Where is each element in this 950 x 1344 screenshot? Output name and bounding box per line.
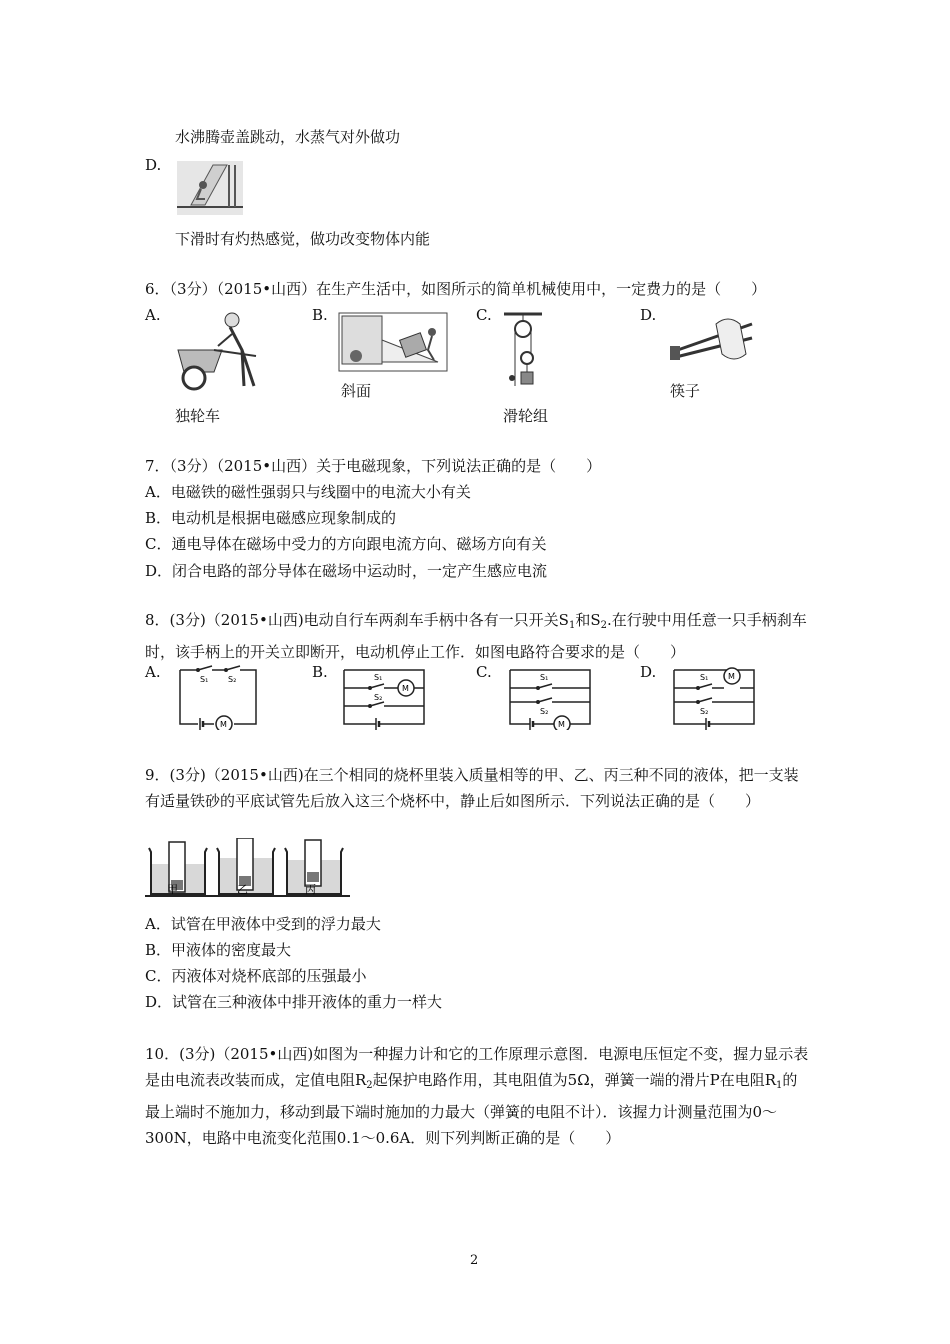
svg-text:S₁: S₁: [200, 675, 209, 684]
svg-text:甲: 甲: [167, 883, 178, 896]
q8-option-d-label: D.: [640, 663, 657, 681]
svg-text:S₁: S₁: [540, 673, 549, 682]
svg-text:乙: 乙: [237, 883, 248, 896]
beakers-figure: [145, 838, 350, 898]
q6-option-b-caption: 斜面: [341, 382, 372, 400]
q6-option-c-caption: 滑轮组: [503, 407, 549, 425]
page-number: 2: [470, 1253, 479, 1268]
q7-option-c: C．通电导体在磁场中受力的方向跟电流方向、磁场方向有关: [145, 535, 547, 553]
svg-text:S₁: S₁: [374, 673, 383, 682]
q8-option-b-label: B.: [312, 663, 328, 681]
svg-text:M: M: [728, 672, 735, 681]
svg-text:M: M: [220, 720, 227, 729]
circuit-a: [172, 662, 264, 730]
q6-option-d-label: D.: [640, 306, 657, 324]
circuit-d: [668, 662, 760, 730]
q6-option-d-caption: 筷子: [670, 382, 701, 400]
q6-stem: 6．（3分）（2015•山西）在生产生活中，如图所示的简单机械使用中，一定费力的是（ ）: [145, 280, 767, 298]
q6-option-b-label: B.: [312, 306, 328, 324]
svg-text:丙: 丙: [305, 883, 316, 896]
q9-stem: 9．(3分)（2015•山西)在三个相同的烧杯里装入质量相等的甲、乙、丙三种不同的液体，把一支装有适量铁砂的平底试管先后放入这三个烧杯中，静止后如图所示．下列说法正确的是（ ）: [145, 766, 799, 810]
q9-option-c: C．丙液体对烧杯底部的压强最小: [145, 967, 367, 985]
beaker-bing: [285, 840, 343, 896]
q5-option-d-label: D.: [145, 156, 162, 174]
q5-option-d-caption: 下滑时有灼热感觉，做功改变物体内能: [175, 230, 431, 248]
q6-option-a-label: A.: [145, 306, 161, 324]
q7-stem: 7．（3分）（2015•山西）关于电磁现象，下列说法正确的是（ ）: [145, 457, 602, 475]
q9-option-b: B．甲液体的密度最大: [145, 941, 292, 959]
svg-text:S₂: S₂: [228, 675, 237, 684]
q9-option-d: D．试管在三种液体中排开液体的重力一样大: [145, 993, 443, 1011]
slide-picture: [177, 161, 243, 215]
svg-text:M: M: [558, 720, 565, 729]
q6-option-c-label: C.: [476, 306, 492, 324]
incline-picture: [338, 312, 448, 372]
svg-text:S₂: S₂: [700, 707, 709, 716]
svg-text:M: M: [402, 684, 409, 693]
beaker-jia: [149, 842, 207, 896]
q7-option-a: A．电磁铁的磁性强弱只与线圈中的电流大小有关: [145, 483, 471, 501]
circuit-b: [338, 662, 430, 730]
q7-option-d: D．闭合电路的部分导体在磁场中运动时，一定产生感应电流: [145, 562, 548, 580]
q8-option-c-label: C.: [476, 663, 492, 681]
q8-stem: 8．(3分)（2015•山西)电动自行车两刹车手柄中各有一只开关$S_1$和$S_2$.在行驶中用任意一只手柄刹车时，该手柄上的开关立即断开，电动机停止工作．如图电路符合要求的是（ ）: [145, 611, 807, 661]
wheelbarrow-picture: [174, 310, 266, 392]
q9-option-a: A．试管在甲液体中受到的浮力最大: [145, 915, 381, 933]
circuit-c: [504, 662, 596, 730]
beaker-yi: [217, 838, 275, 896]
q8-option-a-label: A.: [145, 663, 161, 681]
q6-option-a-caption: 独轮车: [175, 407, 221, 425]
svg-text:S₂: S₂: [374, 693, 383, 702]
q7-option-b: B．电动机是根据电磁感应现象制成的: [145, 509, 397, 527]
chopsticks-picture: [668, 314, 756, 370]
svg-text:S₂: S₂: [540, 707, 549, 716]
pulley-block-picture: [500, 312, 546, 394]
svg-text:S₁: S₁: [700, 673, 709, 682]
q10-stem: 10．(3分)（2015•山西)如图为一种握力计和它的工作原理示意图．电源电压恒定不变，握力显示表是由电流表改装而成，定值电阻$R_2$起保护电路作用，其电阻值为5Ω，弹簧一端的滑片P在电阻$R_1$的最上端时不施加力，移动到最下端时施加的力最大（弹簧的电阻不计）．该握力计测量范围为0～300N，电路中电流变化范围0.1～0.6A．则下列判断正确的是（ ）: [145, 1045, 809, 1147]
q5-option-c-caption: 水沸腾壶盖跳动，水蒸气对外做功: [175, 128, 401, 146]
